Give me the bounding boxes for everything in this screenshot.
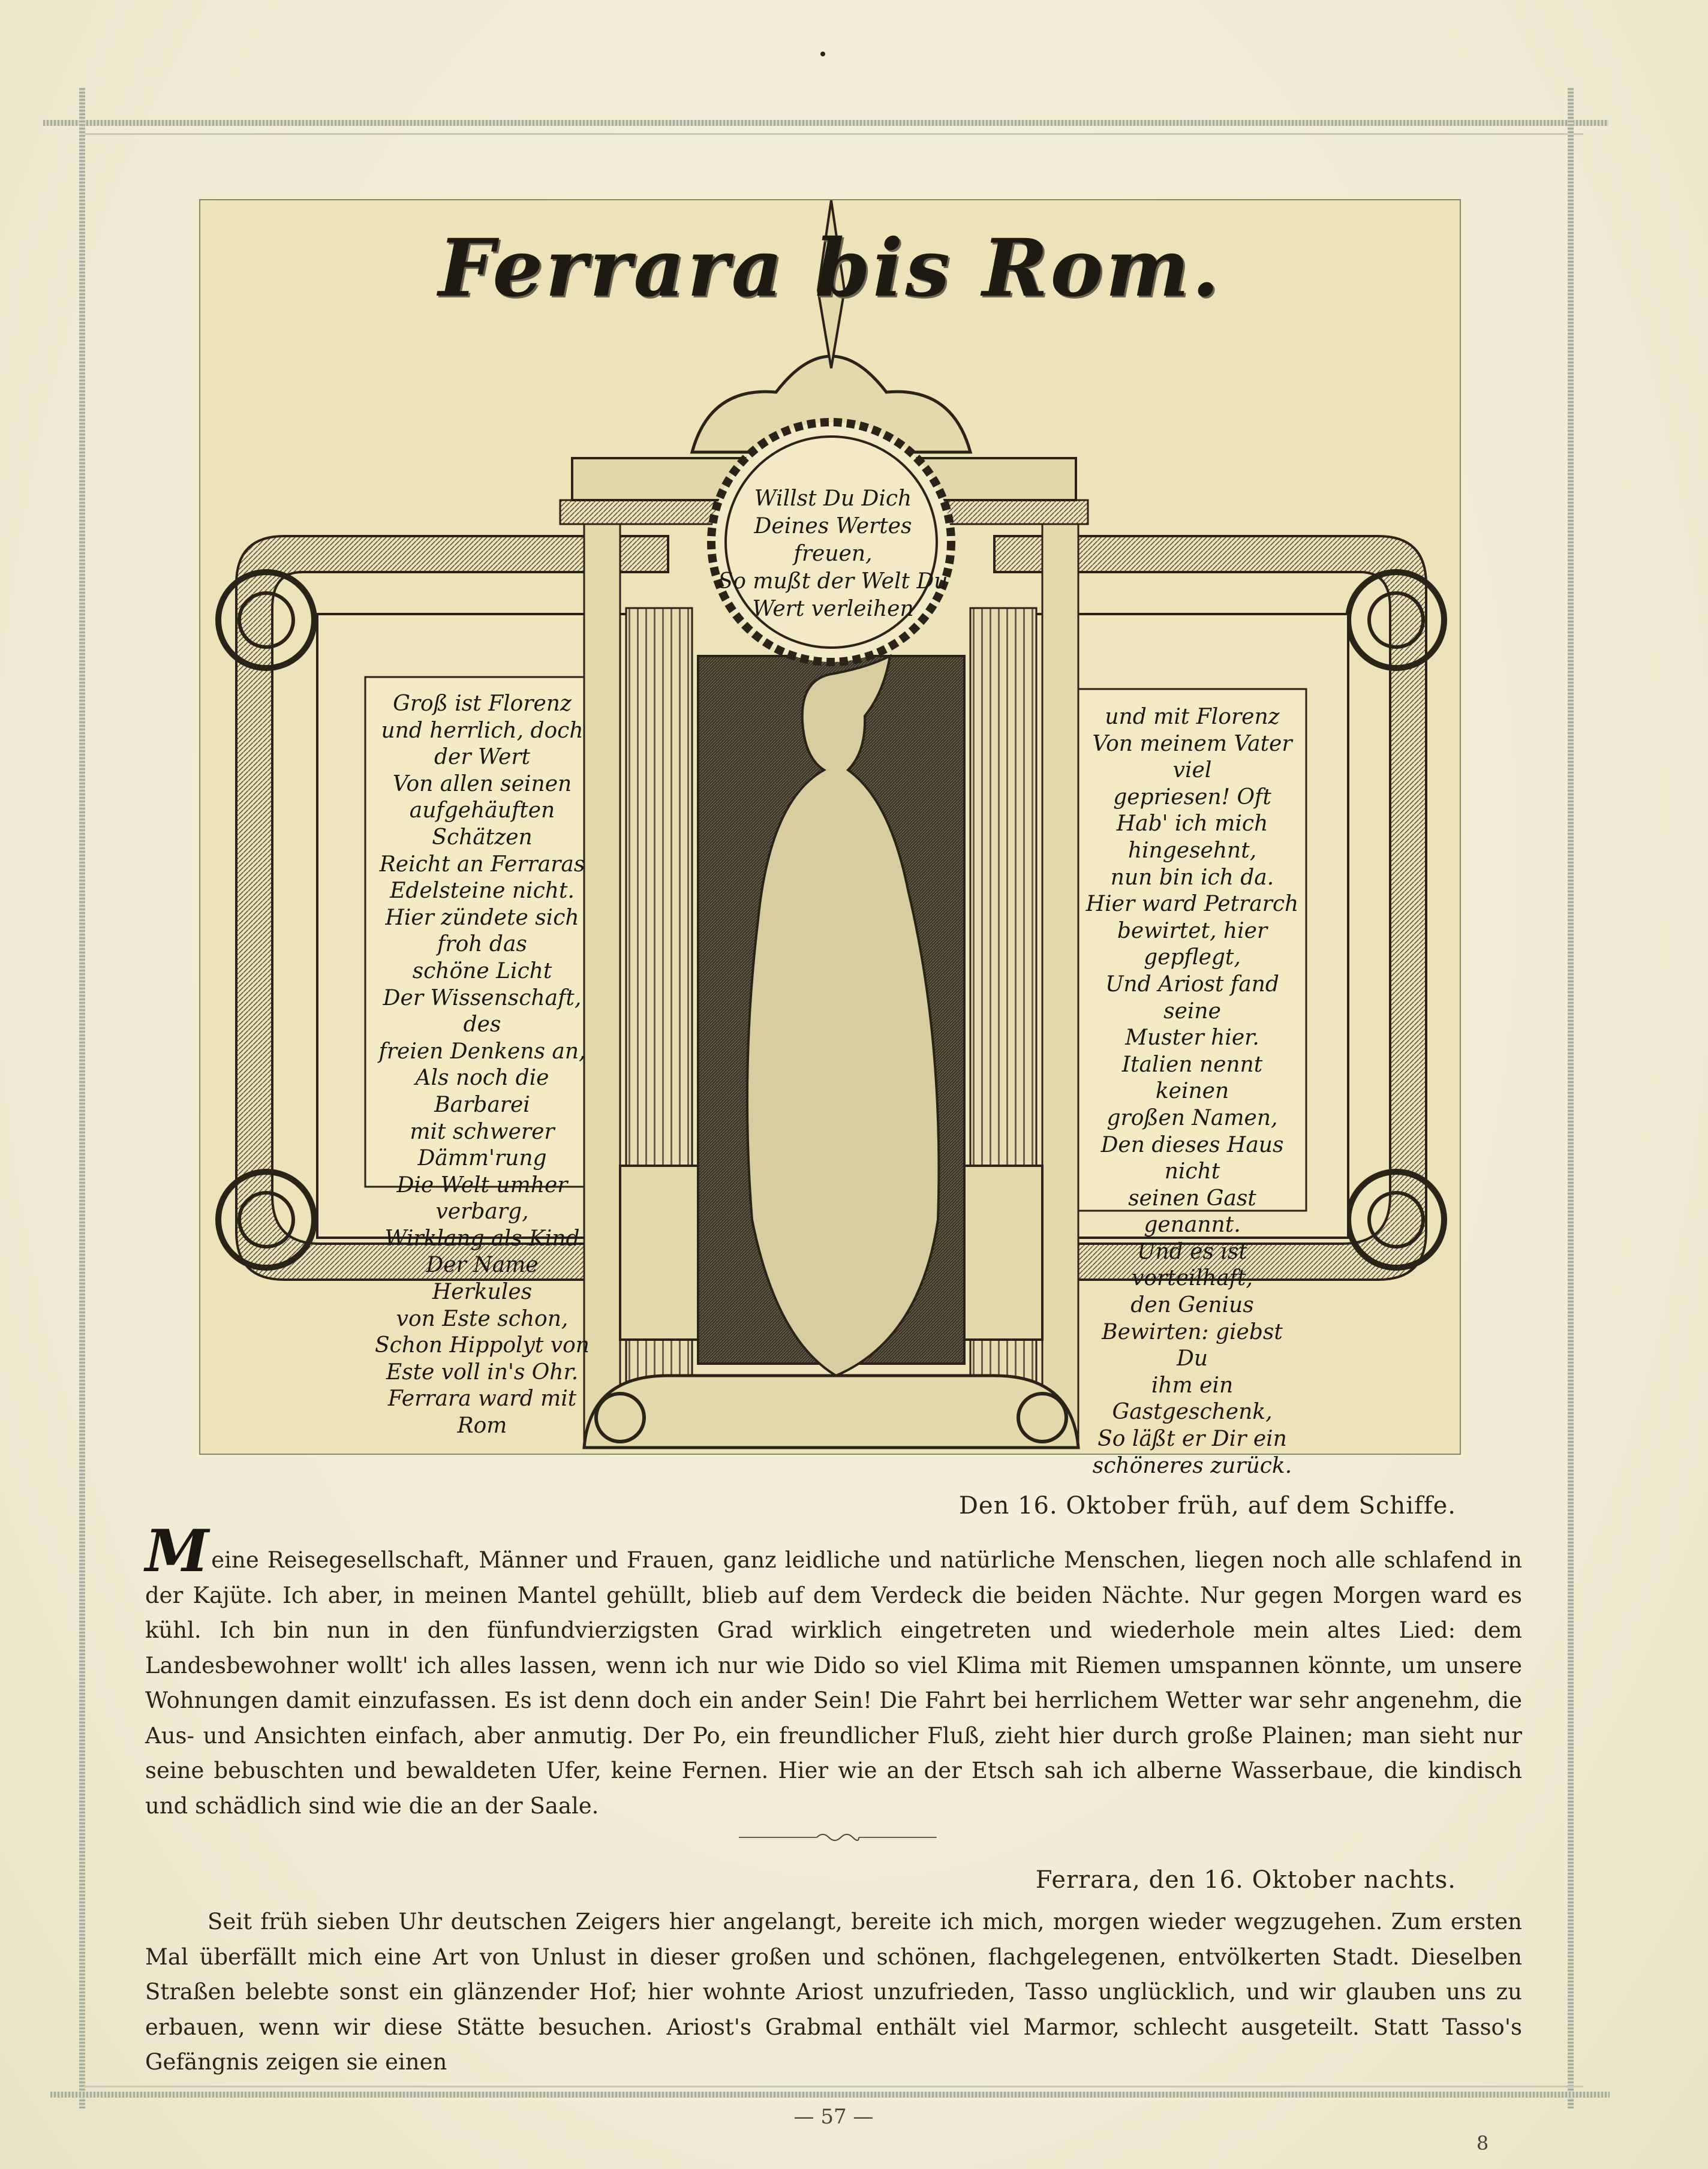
frame-rule-right: [1568, 88, 1574, 2108]
frame-rule-top: [43, 120, 1608, 126]
poem-line: nun bin ich da.: [1110, 865, 1274, 890]
poem-line: Von allen seinen: [392, 771, 572, 796]
poem-line: Bewirten: giebst Du: [1102, 1319, 1283, 1371]
page-number: — 57 —: [793, 2105, 874, 2129]
poem-line: gepriesen! Oft: [1113, 784, 1271, 810]
poem-line: Hab' ich mich hingesehnt,: [1116, 811, 1268, 863]
frame-rule-bottom: [50, 2092, 1610, 2098]
entry1-paragraph: [145, 1517, 1522, 1824]
central-aedicula: [560, 200, 1088, 1448]
entry2-text: Seit früh sieben Uhr deutschen Zeigers hier angelangt, bereite ich mich, morgen wieder wegzugehen. Zum ersten Mal überfällt mich eine Art von Unlust in dieser großen und schönen, flachgelegenen, entvölkerten Stadt. Dieselben Straßen belebte sonst ein glänzender Hof; hier wohnte Ariost unzufrieden, Tasso unglücklich, und wir glauben uns zu erbauen, wenn wir diese Stätte besuchen. Ariost's Grabmal enthält viel Marmor, schlecht ausgeteilt. Statt Tasso's Gefängnis zeigen sie einen: [145, 1909, 1522, 2075]
frame-rule-left: [79, 88, 85, 2108]
drop-initial: M: [145, 1517, 209, 1585]
sheet-number: 8: [1476, 2132, 1489, 2155]
frame-rule-top-inner: [84, 133, 1583, 135]
poem-line: seinen Gast genannt.: [1128, 1186, 1256, 1238]
poem-line: Hier ward Petrarch: [1085, 892, 1299, 917]
entry1-text: eine Reisegesellschaft, Männer und Frauen, ganz leidliche und natürliche Menschen, liegen noch alle schlafend in der Kajüte. Ich aber, in meinen Mantel gehüllt, blieb auf dem Verdeck die beiden Nächte. Nur gegen Morgen ward es kühl. Ich bin nun in den fünfundvierzigsten Grad wirklich eingetreten und wiederhole mein altes Lied: dem Landesbewohner wollt' ich alles lassen, wenn ich nur wie Dido so viel Klima mit Riemen umspannen könnte, um unsere Wohnungen damit einzufassen. Es ist denn doch ein ander Sein! Die Fahrt bei herrlichem Wetter war sehr angenehm, die Aus- und Ansichten einfach, aber anmutig. Der Po, ein freundlicher Fluß, zieht hier durch große Plainen; man sieht nur seine bebuschten und bewaldeten Ufer, keine Fernen. Hier wie an der Etsch sah ich alberne Wasserbaue, die kindisch und schädlich sind wie die an der Saale.: [145, 1547, 1522, 1819]
poem-line: und mit Florenz: [1105, 705, 1280, 729]
left-panel-poem: [374, 691, 590, 1440]
frame-rule-bottom-inner: [84, 2086, 1583, 2087]
poem-line: Schon Hippolyt von: [375, 1333, 590, 1358]
poem-line: Hier zündete sich froh das: [385, 905, 579, 957]
medallion-line: Willst Du Dich: [754, 486, 912, 511]
poem-line: Reicht an Ferraras: [379, 852, 585, 877]
poem-line: schöne Licht: [412, 958, 552, 983]
medallion-line: Wert verleihen: [752, 597, 914, 621]
poem-line: freien Denkens an,: [378, 1039, 586, 1064]
poem-line: schöneres zurück.: [1092, 1453, 1292, 1478]
section-divider: [739, 1830, 937, 1845]
poem-line: Der Wissenschaft, des: [383, 985, 582, 1037]
poem-line: Wirklang als Kind: [384, 1226, 580, 1251]
poem-line: bewirtet, hier gepflegt,: [1117, 918, 1268, 970]
poem-line: großen Namen,: [1106, 1105, 1278, 1130]
plate-title: Ferrara bis Rom.: [438, 222, 1222, 315]
medallion-line: So mußt der Welt Du: [718, 569, 948, 594]
right-panel-poem: [1084, 704, 1300, 1479]
printer-mark: [820, 52, 825, 56]
poem-line: aufgehäuften Schätzen: [409, 798, 555, 850]
poem-line: und herrlich, doch der Wert: [381, 718, 584, 770]
poem-line: den Genius: [1130, 1293, 1254, 1318]
poem-line: Die Welt umher verbarg,: [396, 1172, 568, 1225]
poem-line: Und es ist vorteilhaft,: [1132, 1239, 1253, 1291]
poem-line: Edelsteine nicht.: [390, 879, 575, 904]
poem-line: Muster hier.: [1125, 1025, 1259, 1051]
poem-line: Der Name Herkules: [426, 1253, 539, 1305]
poem-line: Von meinem Vater viel: [1092, 731, 1292, 783]
poem-line: Und Ariost fand seine: [1105, 971, 1279, 1024]
poem-line: Groß ist Florenz: [393, 691, 572, 716]
poem-line: So läßt er Dir ein: [1097, 1427, 1287, 1452]
medallion-inscription: [713, 485, 953, 623]
poem-line: Italien nennt keinen: [1121, 1052, 1263, 1104]
illustration-plate: [199, 199, 1461, 1478]
poem-line: mit schwerer Dämm'rung: [410, 1119, 555, 1171]
medallion-line: Deines Wertes freuen,: [754, 514, 912, 566]
poem-line: Ferrara ward mit Rom: [387, 1386, 577, 1439]
poem-line: von Este schon,: [396, 1306, 569, 1331]
poem-line: Este voll in's Ohr.: [386, 1359, 579, 1385]
poem-line: Als noch die Barbarei: [415, 1066, 549, 1117]
poem-line: ihm ein Gastgeschenk,: [1112, 1373, 1273, 1425]
entry1-dateline: Den 16. Oktober früh, auf dem Schiffe.: [958, 1492, 1456, 1520]
poem-line: Den dieses Haus nicht: [1100, 1132, 1284, 1184]
entry2-dateline: Ferrara, den 16. Oktober nachts.: [1035, 1866, 1456, 1894]
entry2-paragraph: [145, 1905, 1522, 2080]
